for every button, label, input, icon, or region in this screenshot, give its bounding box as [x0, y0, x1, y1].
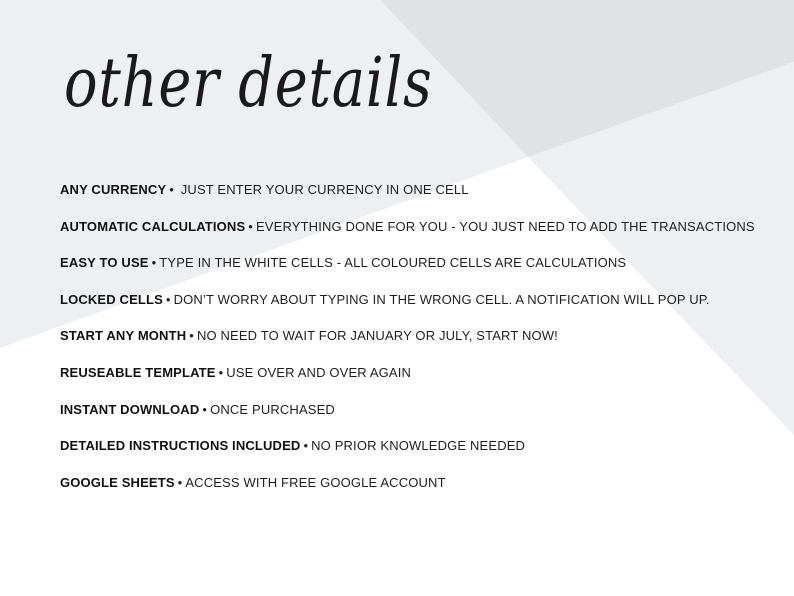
detail-text: USE OVER AND OVER AGAIN — [226, 364, 412, 380]
detail-text: NO NEED TO WAIT FOR JANUARY OR JULY, START NOW! — [196, 328, 558, 344]
detail-text: EVERYTHING DONE FOR YOU - YOU JUST NEED TO ADD THE TRANSACTIONS — [255, 218, 755, 234]
detail-row — [60, 473, 780, 493]
detail-row — [60, 290, 780, 310]
detail-label: START ANY MONTH — [60, 328, 187, 344]
detail-text: DON’T WORRY ABOUT TYPING IN THE WRONG CELL. A NOTIFICATION WILL POP UP. — [173, 291, 710, 307]
bullet-separator: • — [151, 255, 157, 271]
detail-label: GOOGLE SHEETS — [60, 474, 175, 490]
detail-row — [60, 363, 780, 383]
bullet-separator: • — [189, 328, 194, 344]
bullet-separator: • — [165, 291, 171, 307]
bullet-separator: • — [169, 182, 174, 197]
page-title: other details — [64, 44, 433, 123]
bullet-separator: • — [177, 474, 183, 490]
detail-row — [60, 326, 780, 346]
detail-row — [60, 400, 780, 420]
detail-row — [60, 253, 780, 273]
detail-text: TYPE IN THE WHITE CELLS - ALL COLOURED CELLS ARE CALCULATIONS — [159, 255, 627, 271]
detail-label: DETAILED INSTRUCTIONS INCLUDED — [60, 438, 301, 454]
detail-text: NO PRIOR KNOWLEDGE NEEDED — [311, 438, 526, 454]
bullet-separator: • — [248, 218, 253, 234]
detail-label: INSTANT DOWNLOAD — [60, 401, 200, 417]
bullet-separator: • — [218, 364, 224, 380]
detail-text: JUST ENTER YOUR CURRENCY IN ONE CELL — [177, 182, 469, 197]
detail-row — [60, 180, 780, 200]
detail-label: AUTOMATIC CALCULATIONS — [60, 218, 246, 234]
details-list — [60, 180, 780, 509]
detail-row — [60, 436, 780, 456]
bullet-separator: • — [303, 438, 309, 454]
detail-label: LOCKED CELLS — [60, 291, 163, 307]
detail-label: EASY TO USE — [60, 255, 149, 271]
detail-label: ANY CURRENCY — [60, 182, 167, 197]
detail-text: ONCE PURCHASED — [210, 401, 335, 417]
detail-row — [60, 217, 780, 237]
bullet-separator: • — [202, 401, 208, 417]
detail-text: ACCESS WITH FREE GOOGLE ACCOUNT — [185, 474, 446, 490]
detail-label: REUSEABLE TEMPLATE — [60, 364, 216, 380]
